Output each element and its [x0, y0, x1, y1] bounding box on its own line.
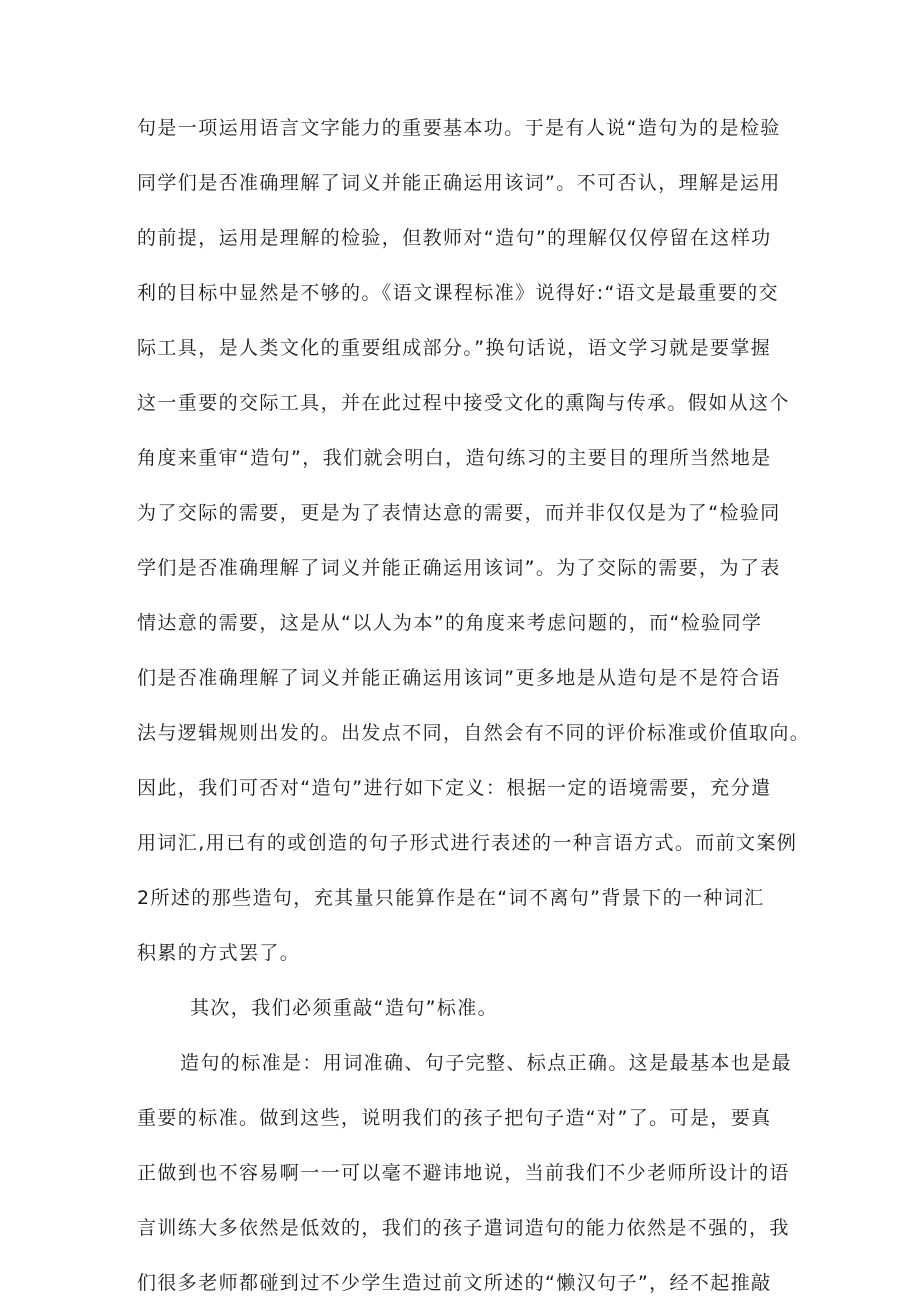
- text-line: 们是否准确理解了词义并能正确运用该词”更多地是从造句是不是符合语: [137, 667, 781, 689]
- text-line: 们很多老师都碰到过不少学生造过前文所述的“懒汉句子”，经不起推敲: [137, 1272, 772, 1294]
- text-line: 利的目标中显然是不够的。《语文课程标准》说得好:“语文是最重要的交: [137, 282, 779, 304]
- text-line: 重要的标准。做到这些，说明我们的孩子把句子造“对”了。可是，要真: [137, 1107, 772, 1129]
- text-line: 句是一项运用语言文字能力的重要基本功。于是有人说“造句为的是检验: [137, 117, 781, 139]
- text-line: 2所述的那些造句，充其量只能算作是在“词不离句”背景下的一种词汇: [137, 887, 765, 909]
- text-line: 角度来重审“造句”，我们就会明白，造句练习的主要目的理所当然地是: [137, 447, 772, 469]
- text-line: 因此，我们可否对“造句”进行如下定义：根据一定的语境需要，充分遣: [137, 777, 772, 799]
- text-line: 为了交际的需要，更是为了表情达意的需要，而并非仅仅是为了“检验同: [137, 502, 781, 524]
- text-line: 用词汇,用已有的或创造的句子形式进行表述的一种言语方式。而前文案例: [137, 832, 798, 854]
- text-line: 的前提，运用是理解的检验，但教师对“造句”的理解仅仅停留在这样功: [137, 227, 772, 249]
- text-line: 情达意的需要，这是从“以人为本”的角度来考虑问题的，而“检验同学: [137, 612, 763, 634]
- text-line: 积累的方式罢了。: [137, 942, 301, 964]
- text-line: 同学们是否准确理解了词义并能正确运用该词”。不可否认，理解是运用: [137, 172, 781, 194]
- section-heading: 其次，我们必须重敲“造句”标准。: [190, 997, 499, 1019]
- text-line: 际工具，是人类文化的重要组成部分。”换句话说，语文学习就是要掌握: [137, 337, 772, 359]
- text-line: 造句的标准是：用词准确、句子完整、标点正确。这是最基本也是最: [180, 1052, 793, 1074]
- text-line: 法与逻辑规则出发的。出发点不同，自然会有不同的评价标准或价值取向。: [137, 722, 811, 744]
- text-line: 学们是否准确理解了词义并能正确运用该词”。为了交际的需要，为了表: [137, 557, 781, 579]
- text-line: 言训练大多依然是低效的，我们的孩子遣词造句的能力依然是不强的，我: [137, 1217, 790, 1239]
- text-line: 这一重要的交际工具，并在此过程中接受文化的熏陶与传承。假如从这个: [137, 392, 790, 414]
- text-line: 正做到也不容易啊一一可以毫不避讳地说，当前我们不少老师所设计的语: [137, 1162, 790, 1184]
